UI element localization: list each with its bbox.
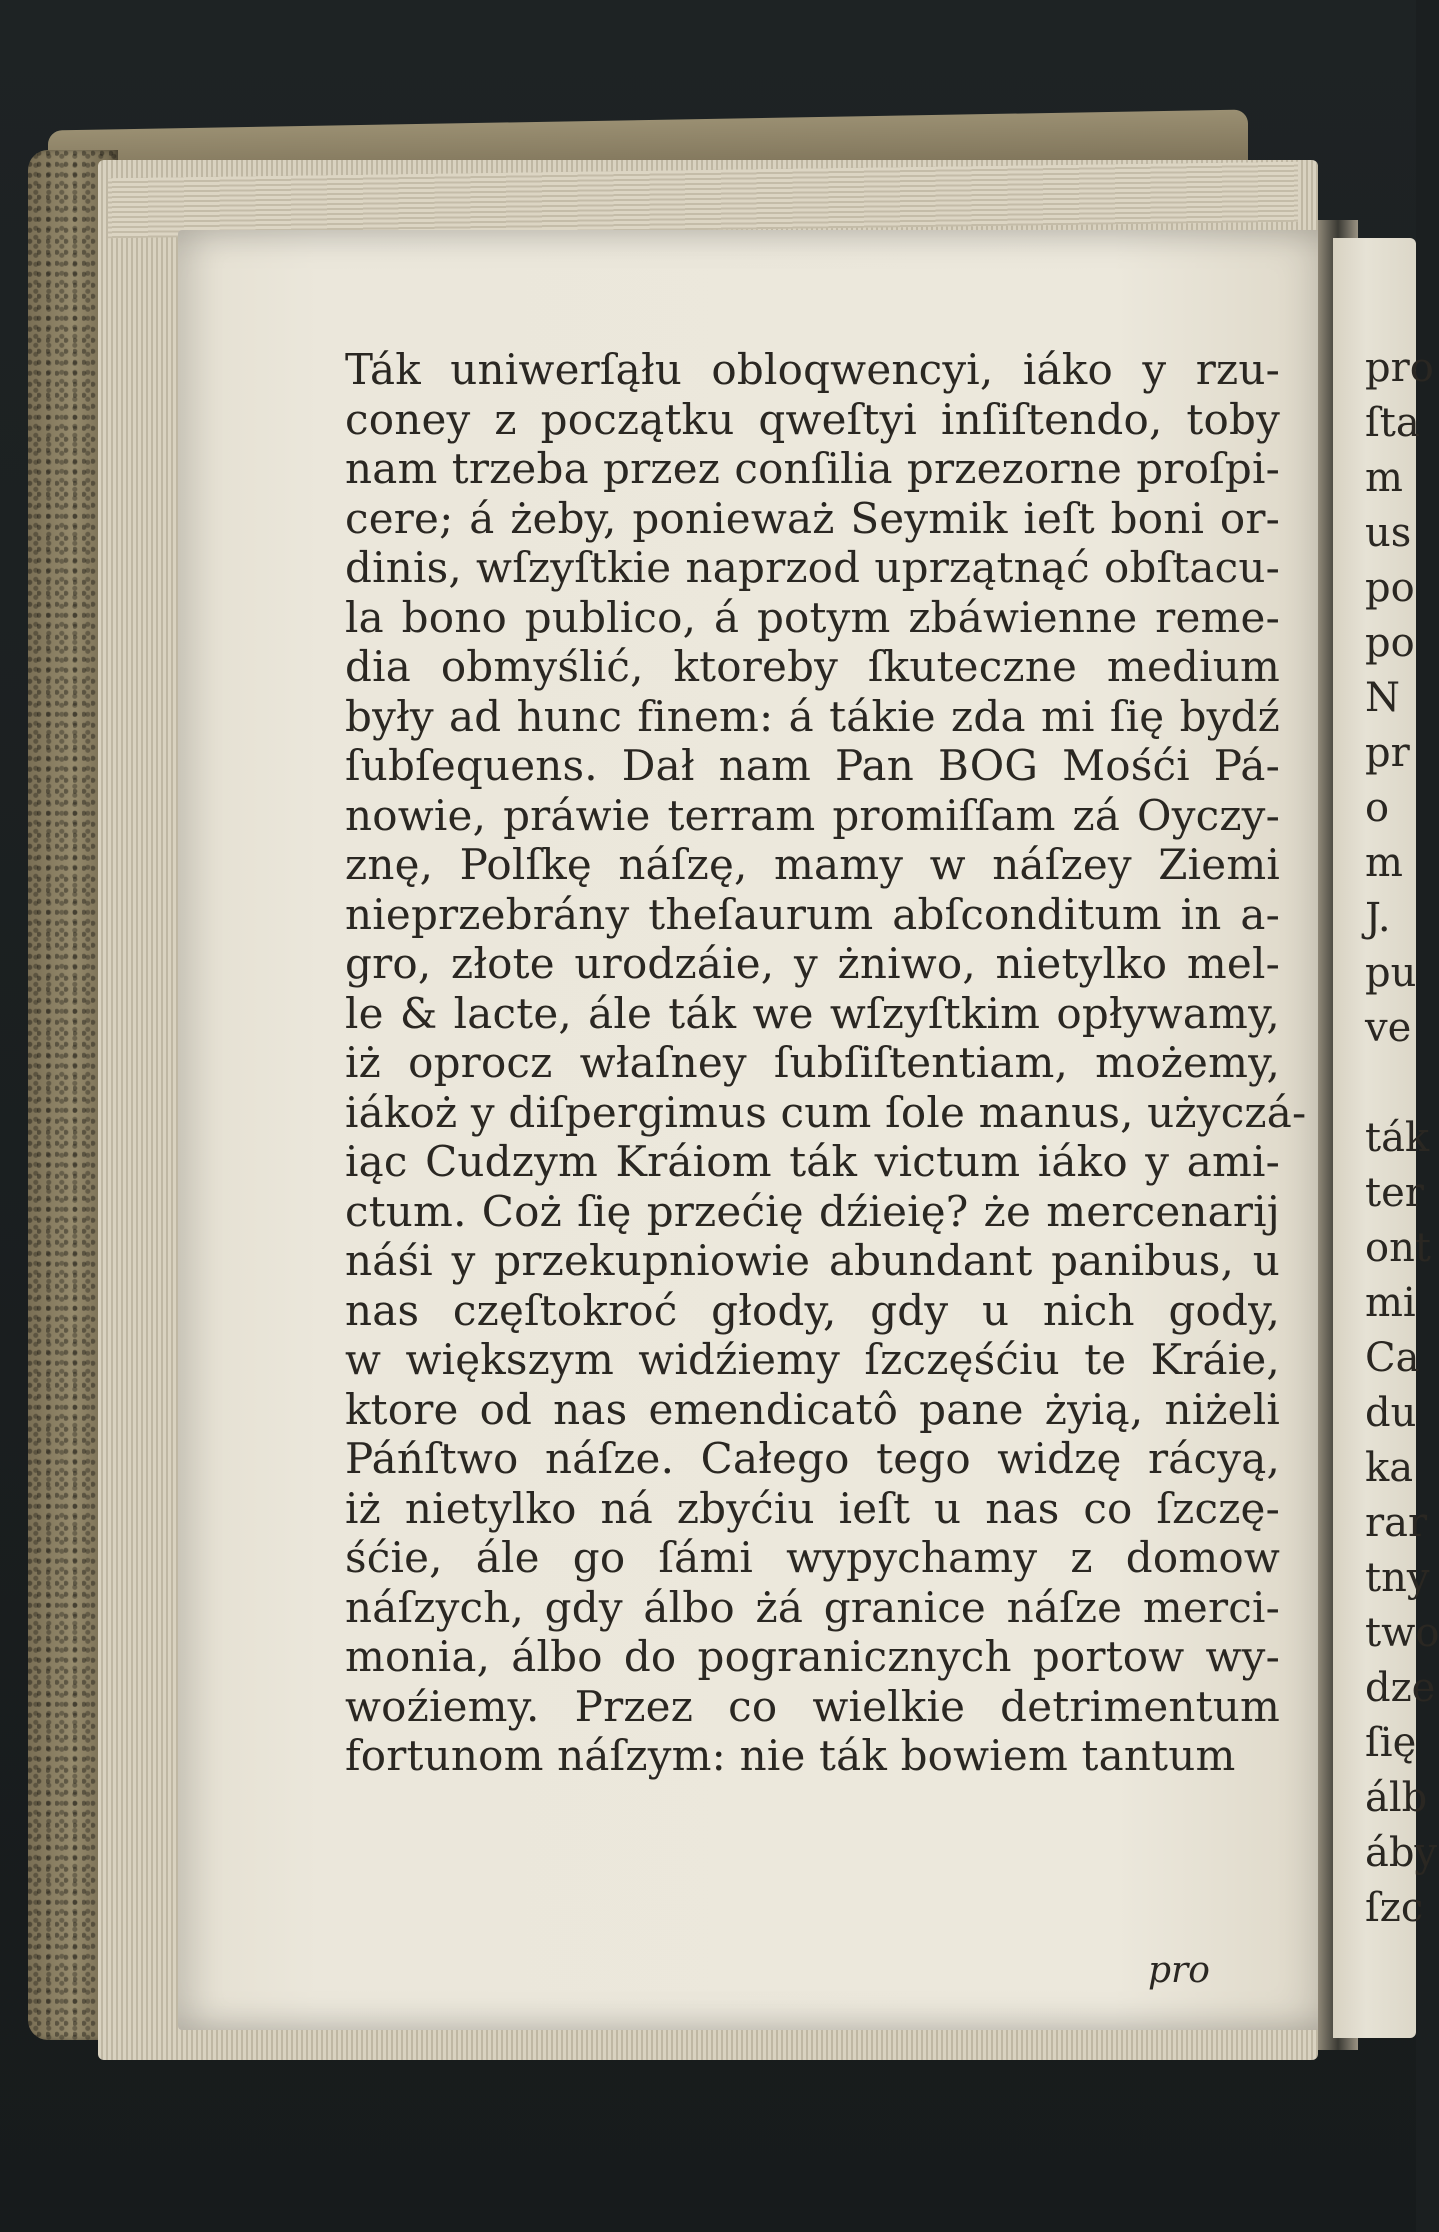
right-fragment: tny (1365, 1555, 1430, 1601)
text-line: woźiemy. Przez co wielkie detrimentum (345, 1681, 1280, 1731)
text-line: náśi y przekupniowie abundant panibus, u (345, 1236, 1280, 1285)
text-line: znę, Polſkę náſzę, mamy w náſzey Ziemi (345, 840, 1280, 889)
left-page-text (345, 345, 1307, 1781)
right-fragment: ſta (1365, 400, 1420, 446)
right-fragment: álb (1365, 1775, 1428, 1821)
text-line: dia obmyślić, ktoreby ſkuteczne medium (345, 642, 1280, 691)
text-line: iż oprocz właſney ſubſiſtentiam, możemy, (345, 1038, 1280, 1087)
text-line: iąc Cudzym Kráiom ták victum iáko y ami- (345, 1137, 1280, 1186)
right-fragment: pu (1365, 950, 1417, 996)
right-fragment: ſię (1365, 1720, 1417, 1766)
right-fragment: m (1365, 840, 1403, 886)
right-fragment: pro (1365, 345, 1434, 391)
text-line: Páńſtwo náſze. Całego tego widzę rácyą, (345, 1434, 1280, 1483)
right-fragment: m (1365, 455, 1403, 501)
text-line: ſubſequens. Dał nam Pan BOG Mośći Pá- (345, 741, 1280, 790)
text-line: coney z początku qweſtyi inſiſtendo, toby (345, 394, 1280, 444)
text-line: iż nietylko ná zbyćiu ieſt u nas co ſzczę- (345, 1483, 1280, 1533)
right-fragment: two (1365, 1610, 1439, 1656)
right-fragment: o (1365, 785, 1390, 831)
text-line: iákoż y diſpergimus cum ſole manus, użyczá- (345, 1087, 1307, 1137)
right-fragment: ter (1365, 1170, 1424, 1216)
text-line: Ták uniwerſąłu obloqwencyi, iáko y rzu- (345, 345, 1280, 394)
right-fragment: áby (1365, 1830, 1438, 1876)
text-line: gro, złote urodzáie, y żniwo, nietylko mel- (345, 939, 1280, 988)
right-fragment: du (1365, 1390, 1417, 1436)
right-fragment: N (1365, 675, 1400, 721)
right-fragment: Ca (1365, 1335, 1420, 1381)
text-line: la bono publico, á potym zbáwienne reme- (345, 592, 1280, 642)
text-line: náſzych, gdy álbo żá granice náſze merci- (345, 1582, 1280, 1632)
catchword: pro (1148, 1950, 1210, 1991)
text-line: nam trzeba przez conſilia przezorne proſpi- (345, 444, 1280, 493)
right-fragment: J. (1365, 895, 1391, 941)
text-line: fortunom náſzym: nie ták bowiem tantum (345, 1731, 1236, 1780)
text-line: były ad hunc finem: á tákie zda mi ſię bydź (345, 691, 1280, 741)
text-line: nieprzebrány theſaurum abſconditum in a- (345, 889, 1280, 939)
text-line: nas częſtokroć głody, gdy u nich gody, (345, 1285, 1280, 1335)
text-line: ctum. Coż ſię przećię dźieię? że mercenarij (345, 1186, 1280, 1236)
text-line: nowie, práwie terram promiſſam zá Oyczy- (345, 790, 1280, 840)
right-fragment: us (1365, 510, 1412, 556)
text-line: le & lacte, ále ták we wſzyſtkim opływamy, (345, 988, 1280, 1038)
right-fragment: ve (1365, 1005, 1412, 1051)
right-fragment: mi (1365, 1280, 1416, 1326)
text-line: w większym widźiemy ſzczęśćiu te Kráie, (345, 1335, 1280, 1384)
right-fragment: po (1365, 620, 1415, 666)
right-fragment: rar (1365, 1500, 1428, 1546)
text-line: monia, álbo do pogranicznych portow wy- (345, 1632, 1280, 1681)
text-line: śćie, ále go ſámi wypychamy z domow (345, 1533, 1280, 1582)
text-line: cere; á żeby, ponieważ Seymik ieſt boni or- (345, 493, 1280, 543)
right-fragment: po (1365, 565, 1415, 611)
right-fragment: pr (1365, 730, 1410, 776)
text-line: dinis, wſzyſtkie naprzod uprzątnąć obſtacu- (345, 543, 1280, 592)
right-fragment: ták (1365, 1115, 1430, 1161)
right-fragment: ont (1365, 1225, 1431, 1271)
right-fragment: ka (1365, 1445, 1414, 1491)
right-fragment: ſzc (1365, 1885, 1424, 1931)
right-fragment: dze (1365, 1665, 1436, 1711)
text-line: ktore od nas emendicatô pane żyią, niżeli (345, 1384, 1280, 1434)
